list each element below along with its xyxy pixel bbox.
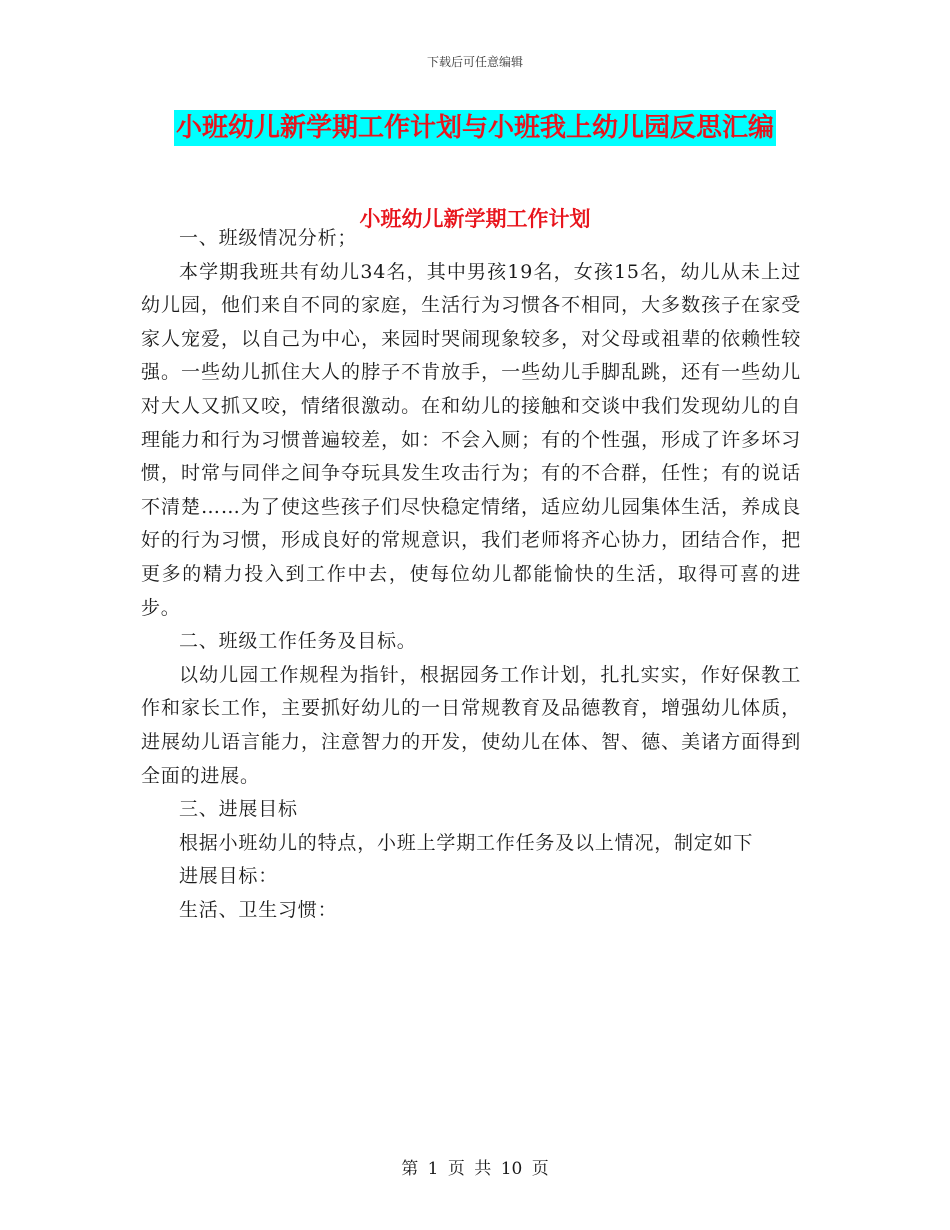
document-title: 小班幼儿新学期工作计划与小班我上幼儿园反思汇编 — [174, 110, 776, 146]
body-text — [141, 222, 801, 927]
paragraph-3: 二、班级工作任务及目标。 — [179, 630, 417, 653]
page-footer: 第 1 页 共 10 页 — [401, 1159, 549, 1179]
document-title-container — [0, 110, 950, 146]
paragraph-6: 根据小班幼儿的特点，小班上学期工作任务及以上情况，制定如下 — [179, 831, 754, 854]
paragraph-5: 三、进展目标 — [179, 798, 298, 821]
paragraph-8: 生活、卫生习惯： — [179, 898, 338, 921]
paragraph-4: 以幼儿园工作规程为指针，根据园务工作计划，扎扎实实，作好保教工作和家长工作，主要抓好幼儿的一日常规教育及品德教育，增强幼儿体质，进展幼儿语言能力，注意智力的开发，使幼儿在体、智、德、美诸方面得到全面的进展。 — [141, 663, 801, 787]
paragraph-2: 本学期我班共有幼儿34名，其中男孩19名，女孩15名，幼儿从未上过幼儿园，他们来自不同的家庭，生活行为习惯各不相同，大多数孩子在家受家人宠爱，以自己为中心，来园时哭闹现象较多，对父母或祖辈的依赖性较强。一些幼儿抓住大人的脖子不肯放手，一些幼儿手脚乱跳，还有一些幼儿对大人又抓又咬，情绪很激动。在和幼儿的接触和交谈中我们发现幼儿的自理能力和行为习惯普遍较差，如：不会入厕；有的个性强，形成了许多坏习惯，时常与同伴之间争夺玩具发生攻击行为；有的不合群，任性；有的说话不清楚……为了使这些孩子们尽快稳定情绪，适应幼儿园集体生活，养成良好的行为习惯，形成良好的常规意识，我们老师将齐心协力，团结合作，把更多的精力投入到工作中去，使每位幼儿都能愉快的生活，取得可喜的进步。 — [141, 260, 801, 619]
paragraph-1: 一、班级情况分析； — [179, 227, 358, 249]
paragraph-7: 进展目标： — [179, 865, 279, 888]
header-note: 下载后可任意编辑 — [426, 55, 523, 69]
section-title: 小班幼儿新学期工作计划 — [359, 206, 591, 231]
